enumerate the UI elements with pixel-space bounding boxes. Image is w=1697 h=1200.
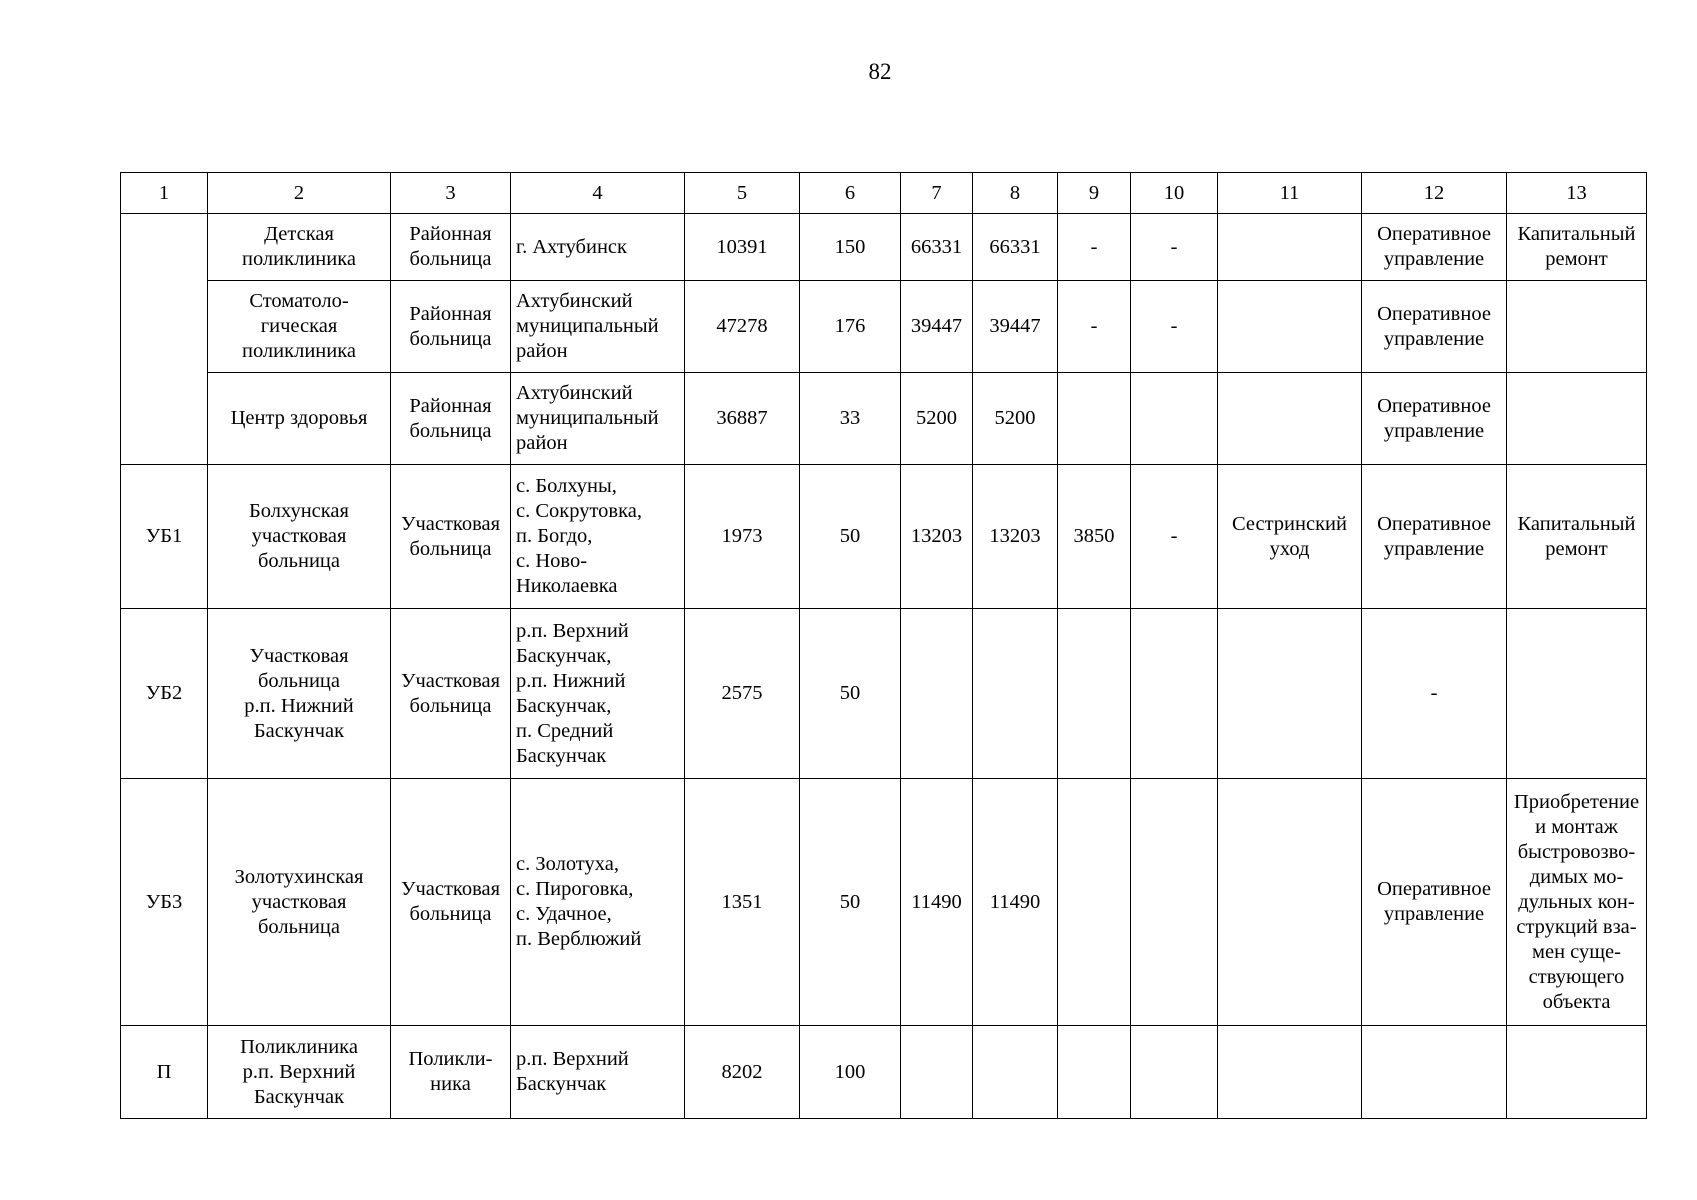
value-cell: 150: [800, 214, 901, 281]
facility-type-cell: Поликли- ника: [391, 1026, 511, 1119]
table-row: [121, 373, 1647, 465]
value-cell: [1131, 1026, 1218, 1119]
header-cell: 3: [391, 173, 511, 214]
value-cell: 176: [800, 281, 901, 373]
value-cell: 39447: [973, 281, 1058, 373]
value-cell: -: [1058, 281, 1131, 373]
header-row: [121, 173, 1647, 214]
measures-cell: [1507, 281, 1647, 373]
facility-type-cell: Районная больница: [391, 373, 511, 465]
header-cell: 8: [973, 173, 1058, 214]
value-cell: 50: [800, 609, 901, 779]
value-cell: 1351: [685, 779, 800, 1026]
service-area-cell: с. Болхуны, с. Сокрутовка, п. Богдо, с. Ново- Николаевка: [511, 465, 685, 609]
service-area-cell: г. Ахтубинск: [511, 214, 685, 281]
row-code-cell: УБ1: [121, 465, 208, 609]
care-type-cell: Сестринский уход: [1218, 465, 1362, 609]
care-type-cell: [1218, 1026, 1362, 1119]
service-area-cell: Ахтубинский муниципальный район: [511, 281, 685, 373]
measures-cell: [1507, 609, 1647, 779]
header-cell: 13: [1507, 173, 1647, 214]
care-type-cell: [1218, 609, 1362, 779]
table-row: [121, 465, 1647, 609]
value-cell: [1058, 1026, 1131, 1119]
header-cell: 7: [901, 173, 973, 214]
management-cell: -: [1362, 609, 1507, 779]
value-cell: 36887: [685, 373, 800, 465]
row-code-cell: УБ3: [121, 779, 208, 1026]
header-cell: 2: [208, 173, 391, 214]
header-cell: 12: [1362, 173, 1507, 214]
value-cell: 66331: [901, 214, 973, 281]
facility-name-cell: Золотухинская участковая больница: [208, 779, 391, 1026]
value-cell: 13203: [901, 465, 973, 609]
value-cell: [973, 1026, 1058, 1119]
measures-cell: Приобретение и монтаж быстровозво- димых мо- дульных кон- струкций вза- мен суще- ствующего объекта: [1507, 779, 1647, 1026]
value-cell: -: [1131, 214, 1218, 281]
value-cell: [1058, 609, 1131, 779]
management-cell: [1362, 1026, 1507, 1119]
value-cell: 1973: [685, 465, 800, 609]
value-cell: [901, 609, 973, 779]
table-row: [121, 779, 1647, 1026]
facility-type-cell: Районная больница: [391, 214, 511, 281]
value-cell: 39447: [901, 281, 973, 373]
value-cell: 3850: [1058, 465, 1131, 609]
facilities-table: [120, 172, 1647, 1119]
measures-cell: Капитальный ремонт: [1507, 465, 1647, 609]
care-type-cell: [1218, 373, 1362, 465]
value-cell: 47278: [685, 281, 800, 373]
management-cell: Оперативное управление: [1362, 214, 1507, 281]
value-cell: 2575: [685, 609, 800, 779]
facility-name-cell: Центр здоровья: [208, 373, 391, 465]
value-cell: 5200: [901, 373, 973, 465]
row-code-cell: [121, 214, 208, 465]
value-cell: [901, 1026, 973, 1119]
management-cell: Оперативное управление: [1362, 281, 1507, 373]
header-cell: 10: [1131, 173, 1218, 214]
management-cell: Оперативное управление: [1362, 373, 1507, 465]
management-cell: Оперативное управление: [1362, 779, 1507, 1026]
page-number: 82: [868, 59, 892, 84]
facility-type-cell: Участковая больница: [391, 779, 511, 1026]
value-cell: 8202: [685, 1026, 800, 1119]
facility-type-cell: Участковая больница: [391, 609, 511, 779]
row-code-cell: УБ2: [121, 609, 208, 779]
header-cell: 11: [1218, 173, 1362, 214]
value-cell: 11490: [901, 779, 973, 1026]
facility-name-cell: Стоматоло- гическая поликлиника: [208, 281, 391, 373]
service-area-cell: Ахтубинский муниципальный район: [511, 373, 685, 465]
value-cell: [1131, 373, 1218, 465]
value-cell: 66331: [973, 214, 1058, 281]
value-cell: [1131, 609, 1218, 779]
value-cell: 33: [800, 373, 901, 465]
value-cell: [1058, 373, 1131, 465]
service-area-cell: р.п. Верхний Баскунчак: [511, 1026, 685, 1119]
facility-name-cell: Болхунская участковая больница: [208, 465, 391, 609]
care-type-cell: [1218, 214, 1362, 281]
service-area-cell: р.п. Верхний Баскунчак, р.п. Нижний Баскунчак, п. Средний Баскунчак: [511, 609, 685, 779]
value-cell: [973, 609, 1058, 779]
value-cell: 13203: [973, 465, 1058, 609]
facility-type-cell: Участковая больница: [391, 465, 511, 609]
facility-type-cell: Районная больница: [391, 281, 511, 373]
measures-cell: [1507, 373, 1647, 465]
table-row: [121, 214, 1647, 281]
facility-name-cell: Поликлиника р.п. Верхний Баскунчак: [208, 1026, 391, 1119]
table-row: [121, 1026, 1647, 1119]
facility-name-cell: Детская поликлиника: [208, 214, 391, 281]
header-cell: 6: [800, 173, 901, 214]
measures-cell: [1507, 1026, 1647, 1119]
value-cell: [1058, 779, 1131, 1026]
care-type-cell: [1218, 779, 1362, 1026]
facility-name-cell: Участковая больница р.п. Нижний Баскунчак: [208, 609, 391, 779]
value-cell: 50: [800, 465, 901, 609]
value-cell: [1131, 779, 1218, 1026]
header-cell: 5: [685, 173, 800, 214]
value-cell: 11490: [973, 779, 1058, 1026]
row-code-cell: П: [121, 1026, 208, 1119]
value-cell: -: [1058, 214, 1131, 281]
header-cell: 4: [511, 173, 685, 214]
header-cell: 1: [121, 173, 208, 214]
value-cell: -: [1131, 465, 1218, 609]
measures-cell: Капитальный ремонт: [1507, 214, 1647, 281]
value-cell: 10391: [685, 214, 800, 281]
value-cell: 50: [800, 779, 901, 1026]
table-row: [121, 609, 1647, 779]
care-type-cell: [1218, 281, 1362, 373]
table-row: [121, 281, 1647, 373]
value-cell: 5200: [973, 373, 1058, 465]
header-cell: 9: [1058, 173, 1131, 214]
management-cell: Оперативное управление: [1362, 465, 1507, 609]
value-cell: 100: [800, 1026, 901, 1119]
service-area-cell: с. Золотуха, с. Пироговка, с. Удачное, п. Верблюжий: [511, 779, 685, 1026]
value-cell: -: [1131, 281, 1218, 373]
